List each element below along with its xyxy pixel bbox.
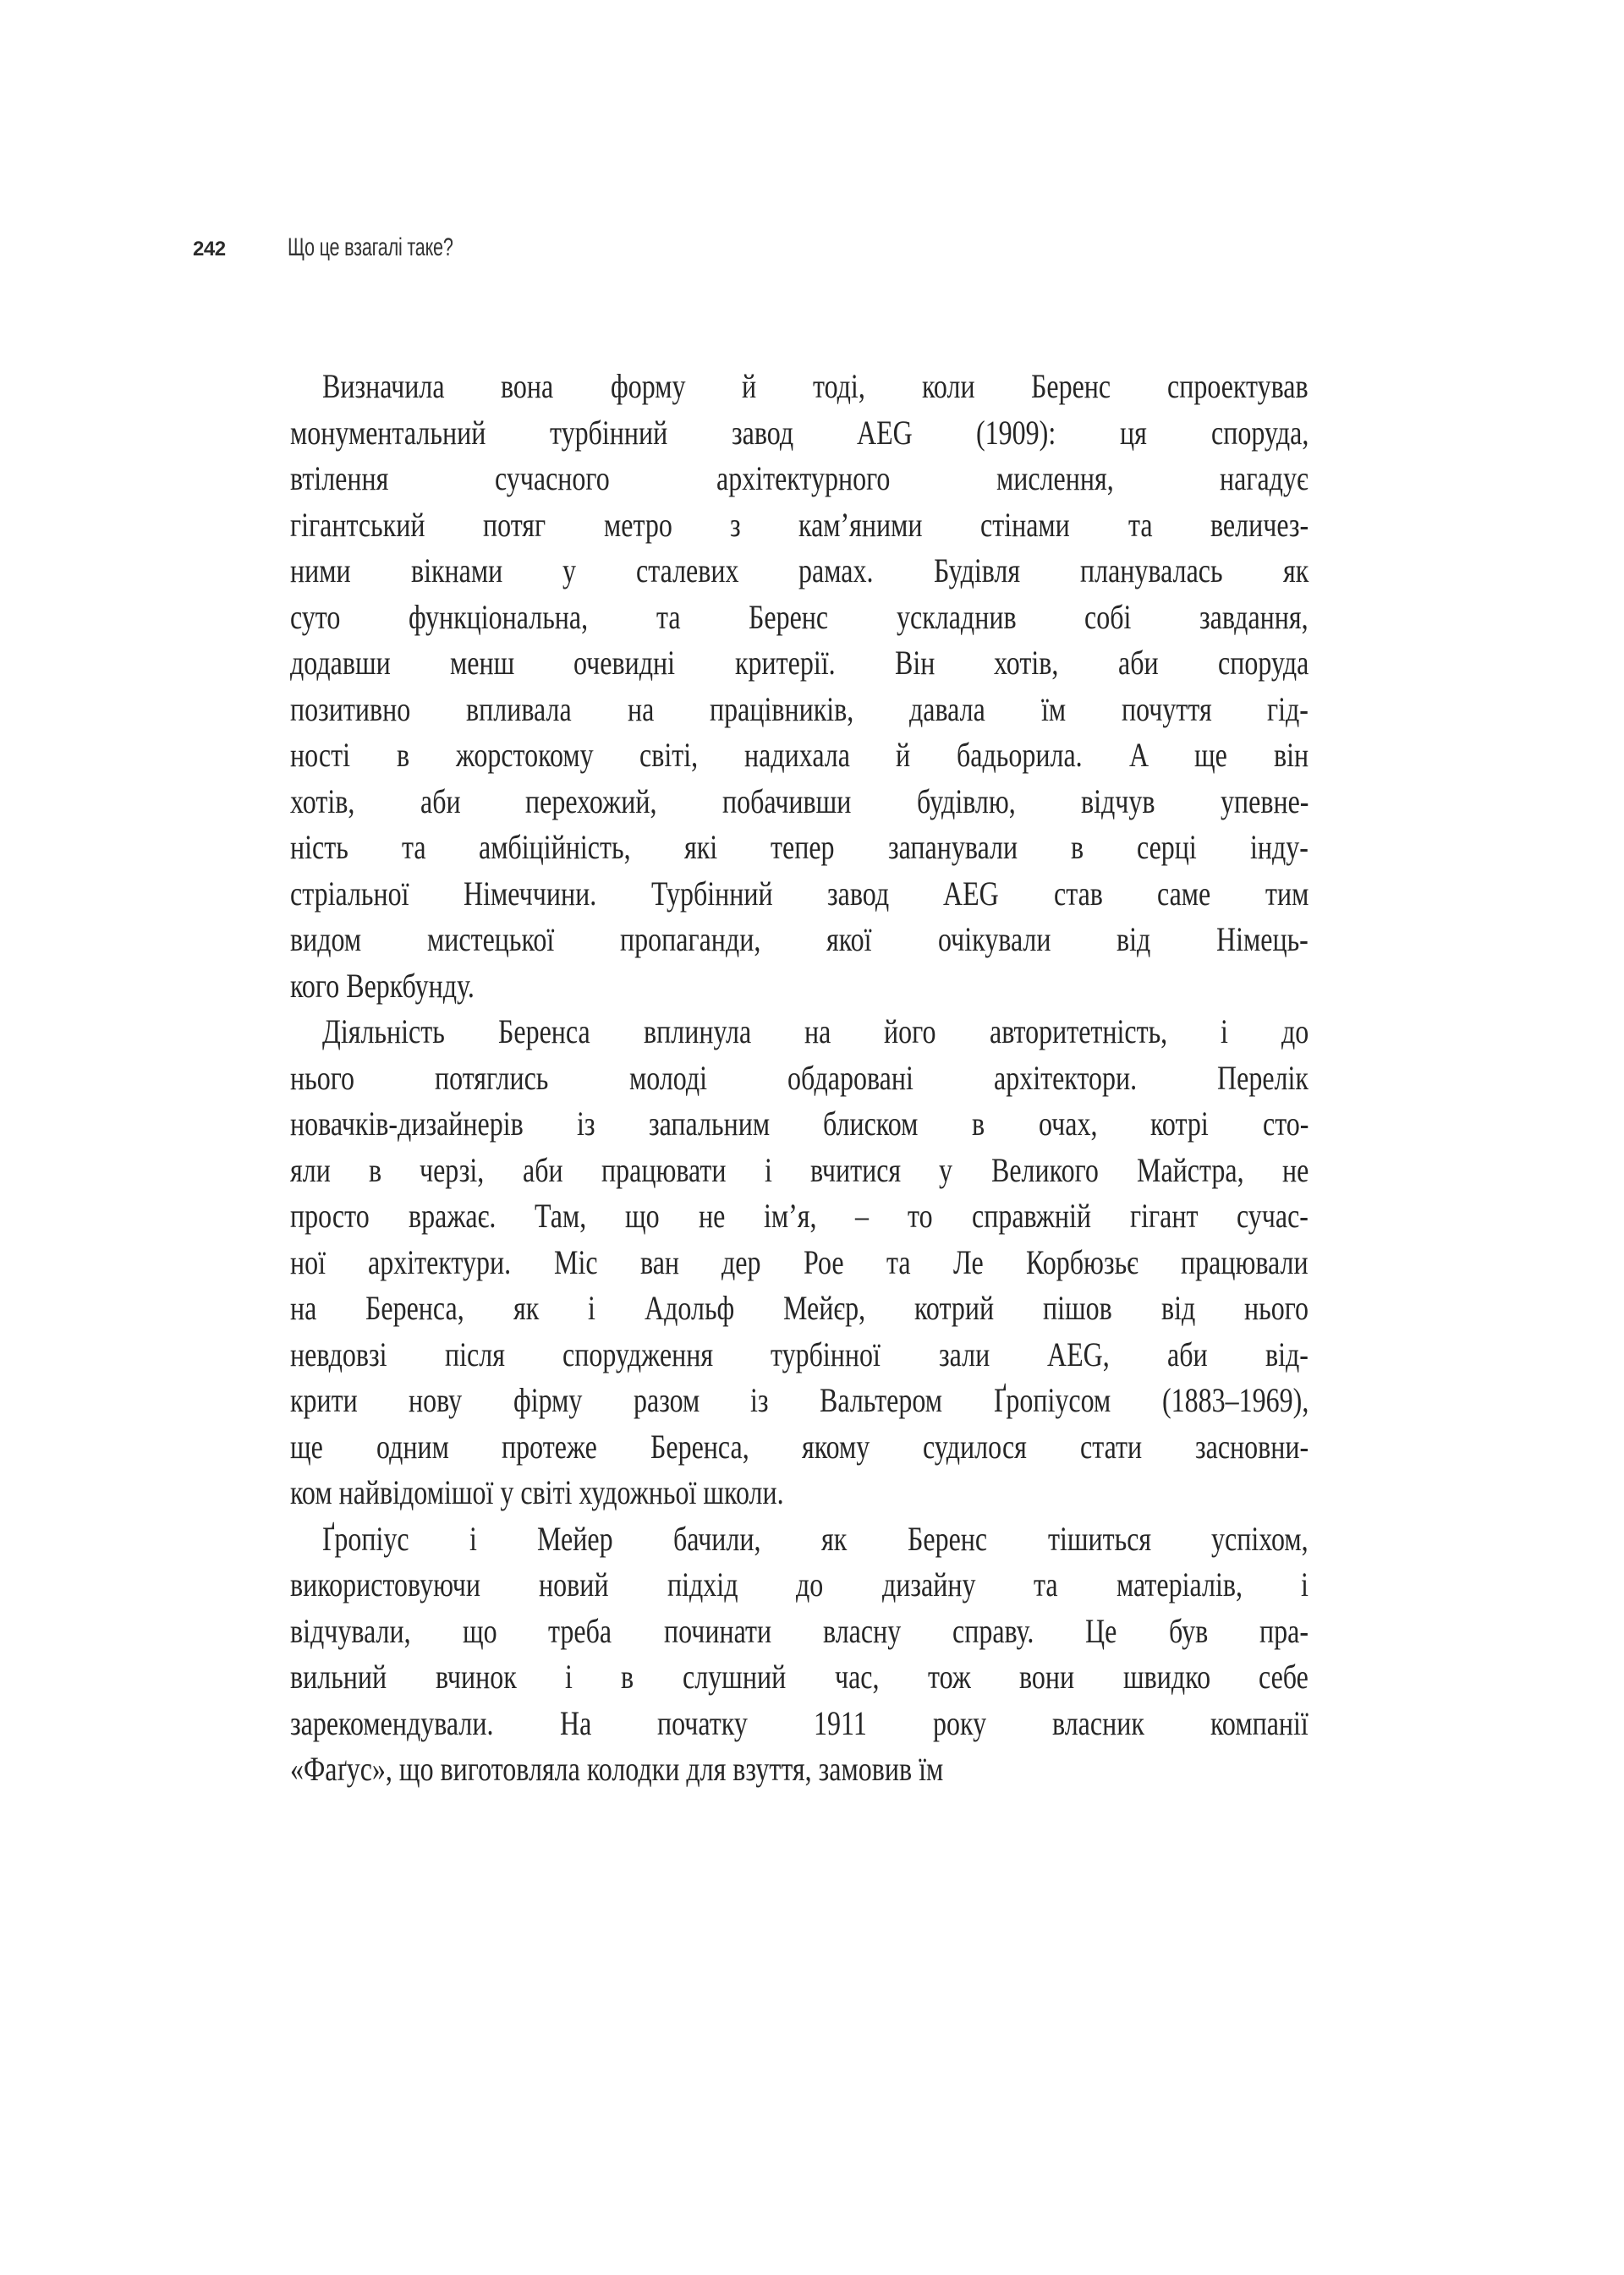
text-line: невдовзі після спорудження турбінної зали AEG, аби від- xyxy=(290,1335,1309,1373)
text-line: кого Веркбунду. xyxy=(290,966,475,1005)
text-line: на Беренса, як і Адольф Мейєр, котрий пішов від нього xyxy=(290,1289,1309,1327)
text-line: ності в жорстокому світі, надихала й бадьорила. А ще він xyxy=(290,736,1309,774)
text-line: ними вікнами у сталевих рамах. Будівля планувалась як xyxy=(290,551,1309,589)
text-line: використовуючи новий підхід до дизайну та матеріалів, і xyxy=(290,1565,1309,1603)
body-text xyxy=(290,364,1309,1793)
text-line: гігантський потяг метро з кам’яними стінами та величез- xyxy=(290,505,1309,544)
text-line: «Фаґус», що виготовляла колодки для взуття, замовив їм xyxy=(290,1750,944,1788)
text-line: Діяльність Беренса вплинула на його авторитетність, і до xyxy=(322,1012,1309,1050)
text-line: втілення сучасного архітектурного мислення, нагадує xyxy=(290,459,1309,497)
text-line: вильний вчинок і в слушний час, тож вони швидко себе xyxy=(290,1658,1309,1696)
text-line: відчували, що треба починати власну справу. Це був пра- xyxy=(290,1611,1309,1650)
text-line: крити нову фірму разом із Вальтером Ґропіусом (1883–1969), xyxy=(290,1381,1309,1419)
text-line: ком найвідомішої у світі художньої школи. xyxy=(290,1473,784,1511)
paragraph xyxy=(290,364,1309,1009)
paragraph xyxy=(290,1516,1309,1793)
page-number: 242 xyxy=(193,238,226,260)
text-line: яли в черзі, аби працювати і вчитися у Великого Майстра, не xyxy=(290,1150,1309,1189)
running-head xyxy=(193,233,518,262)
text-line: ної архітектури. Міс ван дер Рое та Ле Корбюзьє працювали xyxy=(290,1242,1309,1281)
text-line: ність та амбіційність, які тепер запанували в серці інду- xyxy=(290,828,1309,866)
text-line: видом мистецької пропаганди, якої очікували від Німець- xyxy=(290,920,1309,958)
text-line: нього потяглись молоді обдаровані архітектори. Перелік xyxy=(290,1058,1309,1097)
running-title: Що це взагалі таке? xyxy=(288,233,453,261)
text-line: просто вражає. Там, що не ім’я, – то справжній гігант сучас- xyxy=(290,1197,1309,1235)
text-line: суто функціональна, та Беренс ускладнив собі завдання, xyxy=(290,597,1309,636)
text-line: новачків-дизайнерів із запальним блиском в очах, котрі сто- xyxy=(290,1105,1309,1143)
text-line: монументальний турбінний завод AEG (1909): ця споруда, xyxy=(290,413,1309,452)
text-line: зарекомендували. На початку 1911 року власник компанії xyxy=(290,1703,1309,1742)
text-line: ще одним протеже Беренса, якому судилося стати засновни- xyxy=(290,1427,1309,1466)
text-line: позитивно впливала на працівників, давала їм почуття гід- xyxy=(290,689,1309,728)
text-line: стріальної Німеччини. Турбінний завод AEG став саме тим xyxy=(290,874,1309,913)
text-line: додавши менш очевидні критерії. Він хотів, аби споруда xyxy=(290,644,1309,682)
paragraph xyxy=(290,1009,1309,1516)
text-line: Ґропіус і Мейер бачили, як Беренс тішиться успіхом, xyxy=(322,1519,1309,1558)
text-line: хотів, аби перехожий, побачивши будівлю, відчув упевне- xyxy=(290,781,1309,820)
text-line: Визначила вона форму й тоді, коли Беренс спроектував xyxy=(322,367,1309,405)
